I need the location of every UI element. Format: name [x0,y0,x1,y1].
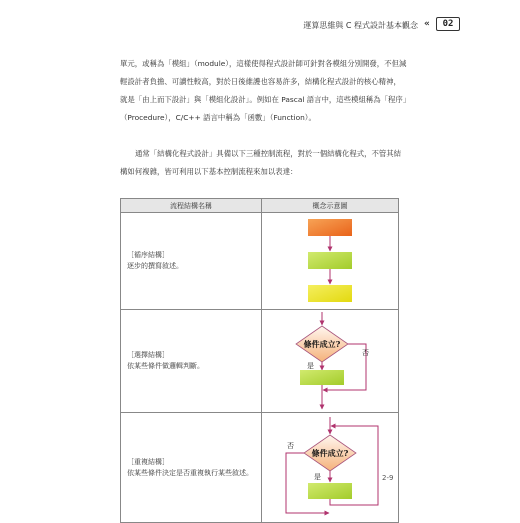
yes-label: 是 [314,473,321,481]
repetition-diagram [262,413,399,522]
table-row [121,413,399,523]
structure-paragraph [120,145,401,181]
no-label: 否 [287,442,294,450]
chapter-badge: 02 [436,17,460,31]
decision-label: 條件成立? [311,448,349,458]
control-flow-table [120,198,399,523]
intro-paragraph [120,55,410,127]
structure-title: ［循序結構］ [127,251,169,259]
process-box [308,219,352,236]
structure-name-cell [121,310,262,413]
structure-title: ［選擇結構］ [127,351,169,359]
structure-description: 依某些條件決定是否重複執行某些敘述。 [127,468,253,477]
sequence-diagram [262,213,399,309]
process-box [300,370,344,385]
paragraph-line: 通常「結構化程式設計」具備以下三種控制流程，對於一個結構化程式，不管其結 [135,149,402,158]
intro-line: 就是「由上而下設計」與「模組化設計」。例如在 Pascal 語言中，這些模組稱為「程序」 [120,95,411,104]
chevron-icon: « [424,19,430,29]
selection-diagram [262,310,399,412]
yes-label: 是 [307,362,314,370]
structure-description: 依某些條件做邏輯判斷。 [127,362,204,370]
column-header: 概念示意圖 [262,199,399,213]
intro-line: 單元，或稱為「模組」（module），這樣使得程式設計師可針對各模組分別開發，不但減 [120,59,407,68]
no-label: 否 [362,349,369,357]
paragraph-line: 構如何複雜，皆可利用以下基本控制流程來加以表達： [120,167,298,176]
table-header-row [121,199,399,213]
repetition-diagram-cell [262,413,399,523]
sequence-diagram-cell [262,213,399,310]
intro-line: 輕設計者負擔、可讀性較高，對於日後維護也容易許多，結構化程式設計的核心精神， [120,77,401,86]
structure-name-cell [121,413,262,523]
page-number: 2-9 [382,474,394,482]
running-title: 運算思維與 C 程式設計基本觀念 [303,21,418,30]
structure-title: ［重複結構］ [127,457,169,466]
selection-diagram-cell [262,310,399,413]
structure-description: 逐步的撰寫敘述。 [127,262,183,270]
process-box [308,285,352,302]
decision-label: 條件成立? [303,339,341,349]
intro-line: （Procedure），C/C++ 語言中稱為「函數」（Function）。 [120,113,316,122]
process-box [308,252,352,269]
table-row [121,213,399,310]
column-header: 流程結構名稱 [121,199,262,213]
process-box [308,483,352,499]
structure-name-cell [121,213,262,310]
table-row [121,310,399,413]
